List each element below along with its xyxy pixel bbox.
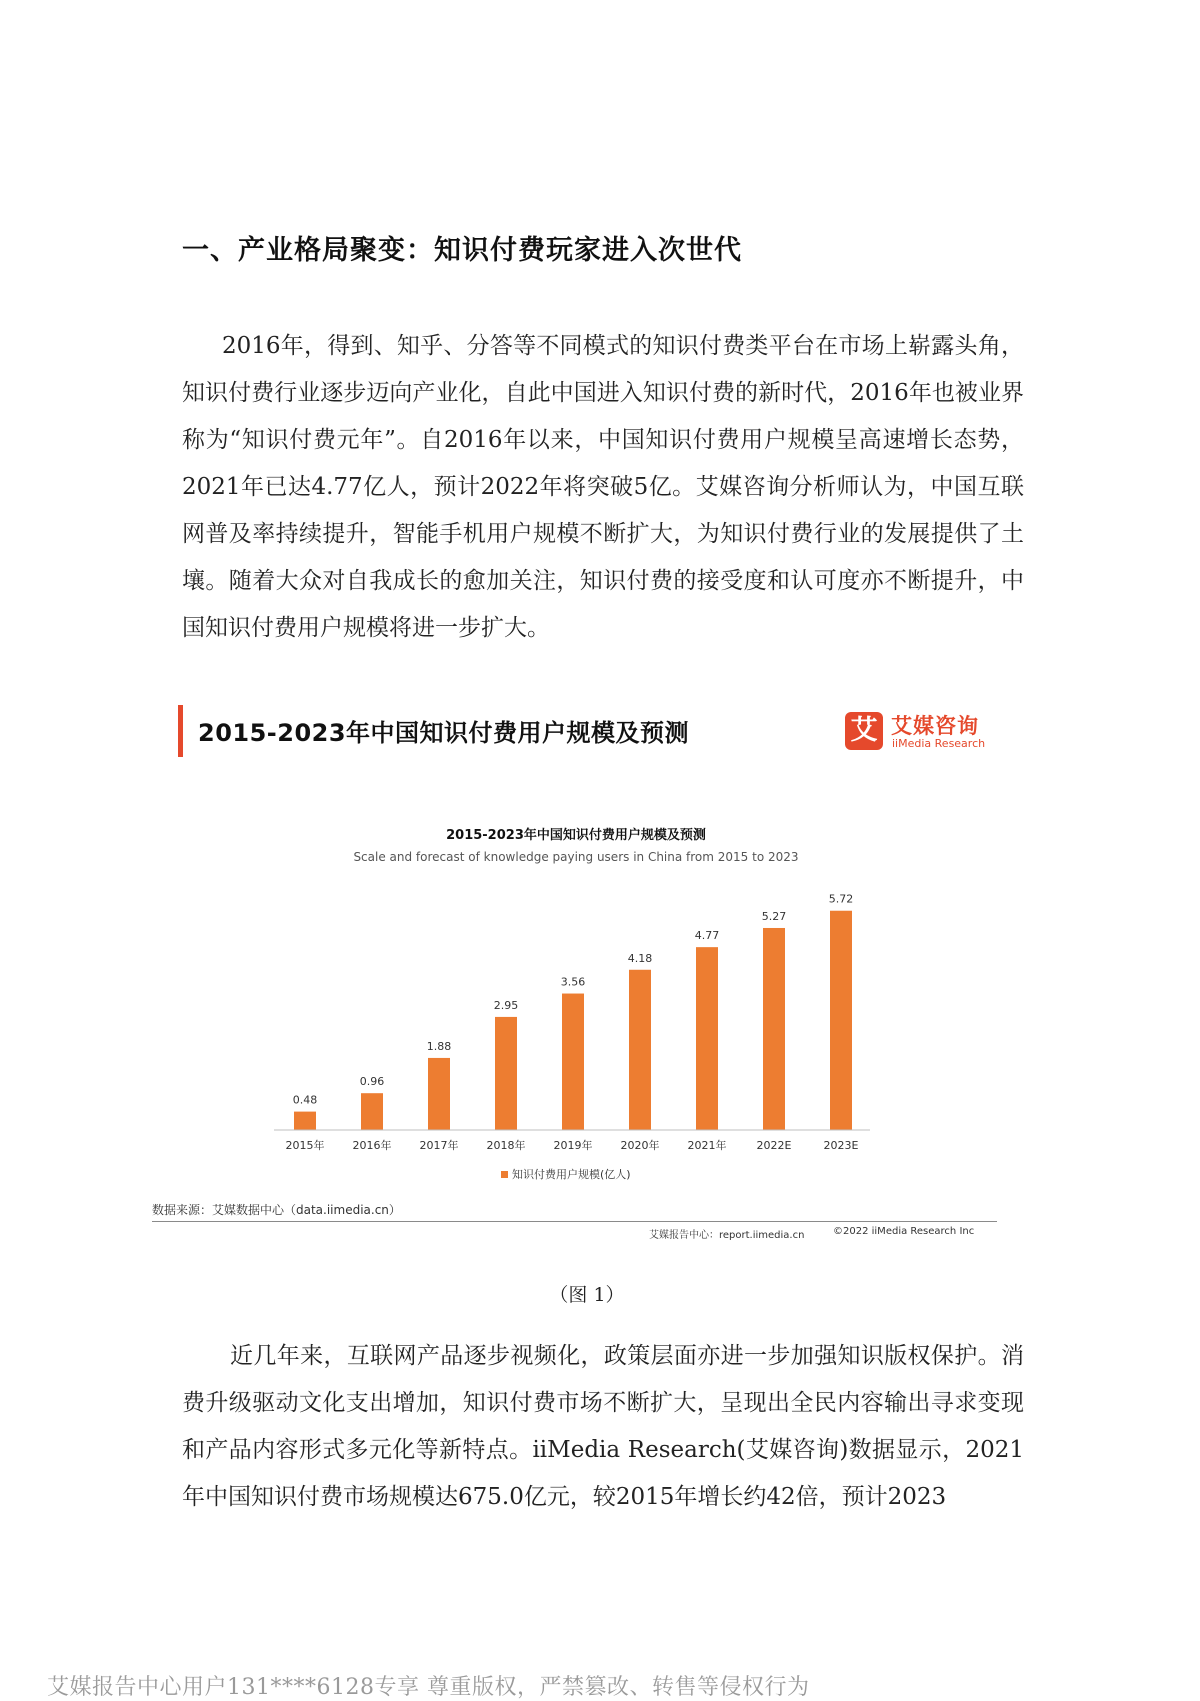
paragraph-2: 近几年来，互联网产品逐步视频化，政策层面亦进一步加强知识版权保护。消费升级驱动文化支出增加，知识付费市场不断扩大，呈现出全民内容输出寻求变现和产品内容形式多元化等新特点。iiMedia Research(艾媒咨询)数据显示，2021年中国知识付费市场规模达675.0亿元，较2015年增长约42倍，预计2023 — [182, 1343, 1024, 1510]
copyright-watermark: 艾媒报告中心用户131****6128专享 尊重版权，严禁篡改、转售等侵权行为 — [47, 1675, 810, 1700]
bar-value-label: 1.88 — [426, 1039, 452, 1053]
bar-value-label: 0.96 — [359, 1075, 385, 1089]
logo-chinese-name: 艾媒咨询 — [891, 714, 979, 738]
chart-subtitle: Scale and forecast of knowledge paying users in China from 2015 to 2023 — [353, 850, 799, 864]
logo-mark-icon: 艾 — [845, 712, 883, 750]
copyright-notice: ©2022 iiMedia Research Inc — [833, 1226, 975, 1237]
x-tick-label: 2023E — [823, 1139, 859, 1152]
bar-2018年 — [495, 1017, 517, 1130]
x-tick-label: 2021年 — [687, 1139, 727, 1152]
data-source: 数据来源：艾媒数据中心（data.iimedia.cn） — [152, 1203, 401, 1217]
bar-value-label: 2.95 — [493, 998, 519, 1012]
bar-2023E — [830, 911, 852, 1130]
iimedia-logo — [845, 710, 1005, 754]
bar-2019年 — [562, 994, 584, 1130]
bar-2017年 — [428, 1058, 450, 1130]
bar-2021年 — [696, 947, 718, 1130]
chart-header-accent-bar — [178, 705, 183, 757]
paragraph-1: 2016年，得到、知乎、分答等不同模式的知识付费类平台在市场上崭露头角，知识付费行业逐步迈向产业化，自此中国进入知识付费的新时代，2016年也被业界称为“知识付费元年”。自2016年以来，中国知识付费用户规模呈高速增长态势，2021年已达4.77亿人，预计2022年将突破5亿。艾媒咨询分析师认为，中国互联网普及率持续提升，智能手机用户规模不断扩大，为知识付费行业的发展提供了土壤。随着大众对自我成长的愈加关注，知识付费的接受度和认可度亦不断提升，中国知识付费用户规模将进一步扩大。 — [182, 333, 1024, 641]
bar-value-label: 3.56 — [560, 975, 586, 989]
x-tick-label: 2019年 — [553, 1139, 593, 1152]
x-tick-label: 2016年 — [352, 1139, 392, 1152]
bar-value-label: 4.18 — [627, 951, 653, 965]
legend-label: 知识付费用户规模(亿人) — [512, 1168, 631, 1181]
bar-value-label: 0.48 — [292, 1093, 318, 1107]
bar-value-label: 4.77 — [694, 929, 720, 943]
bar-2020年 — [629, 970, 651, 1130]
bar-value-label: 5.72 — [828, 892, 854, 906]
x-tick-label: 2022E — [756, 1139, 792, 1152]
chart-header-title: 2015-2023年中国知识付费用户规模及预测 — [198, 719, 690, 747]
bars-layer — [293, 893, 854, 1130]
figure-caption: （图 1） — [549, 1284, 625, 1306]
bar-chart-figure — [150, 812, 1000, 1201]
bar-2022E — [763, 928, 785, 1130]
legend-swatch — [501, 1171, 508, 1178]
logo-english-name: iiMedia Research — [892, 737, 986, 750]
bar-chart — [150, 812, 1000, 1197]
bar-2015年 — [294, 1112, 316, 1130]
x-tick-label: 2017年 — [419, 1139, 459, 1152]
chart-title: 2015-2023年中国知识付费用户规模及预测 — [446, 828, 706, 843]
x-tick-label: 2018年 — [486, 1139, 526, 1152]
report-center-credit: 艾媒报告中心：report.iimedia.cn — [649, 1230, 805, 1241]
x-tick-label: 2015年 — [285, 1139, 325, 1152]
x-tick-label: 2020年 — [620, 1139, 660, 1152]
bar-value-label: 5.27 — [761, 909, 787, 923]
chart-divider — [152, 1221, 997, 1222]
x-axis-labels — [286, 1138, 859, 1152]
section-heading: 一、产业格局聚变：知识付费玩家进入次世代 — [182, 235, 742, 266]
bar-2016年 — [361, 1093, 383, 1130]
